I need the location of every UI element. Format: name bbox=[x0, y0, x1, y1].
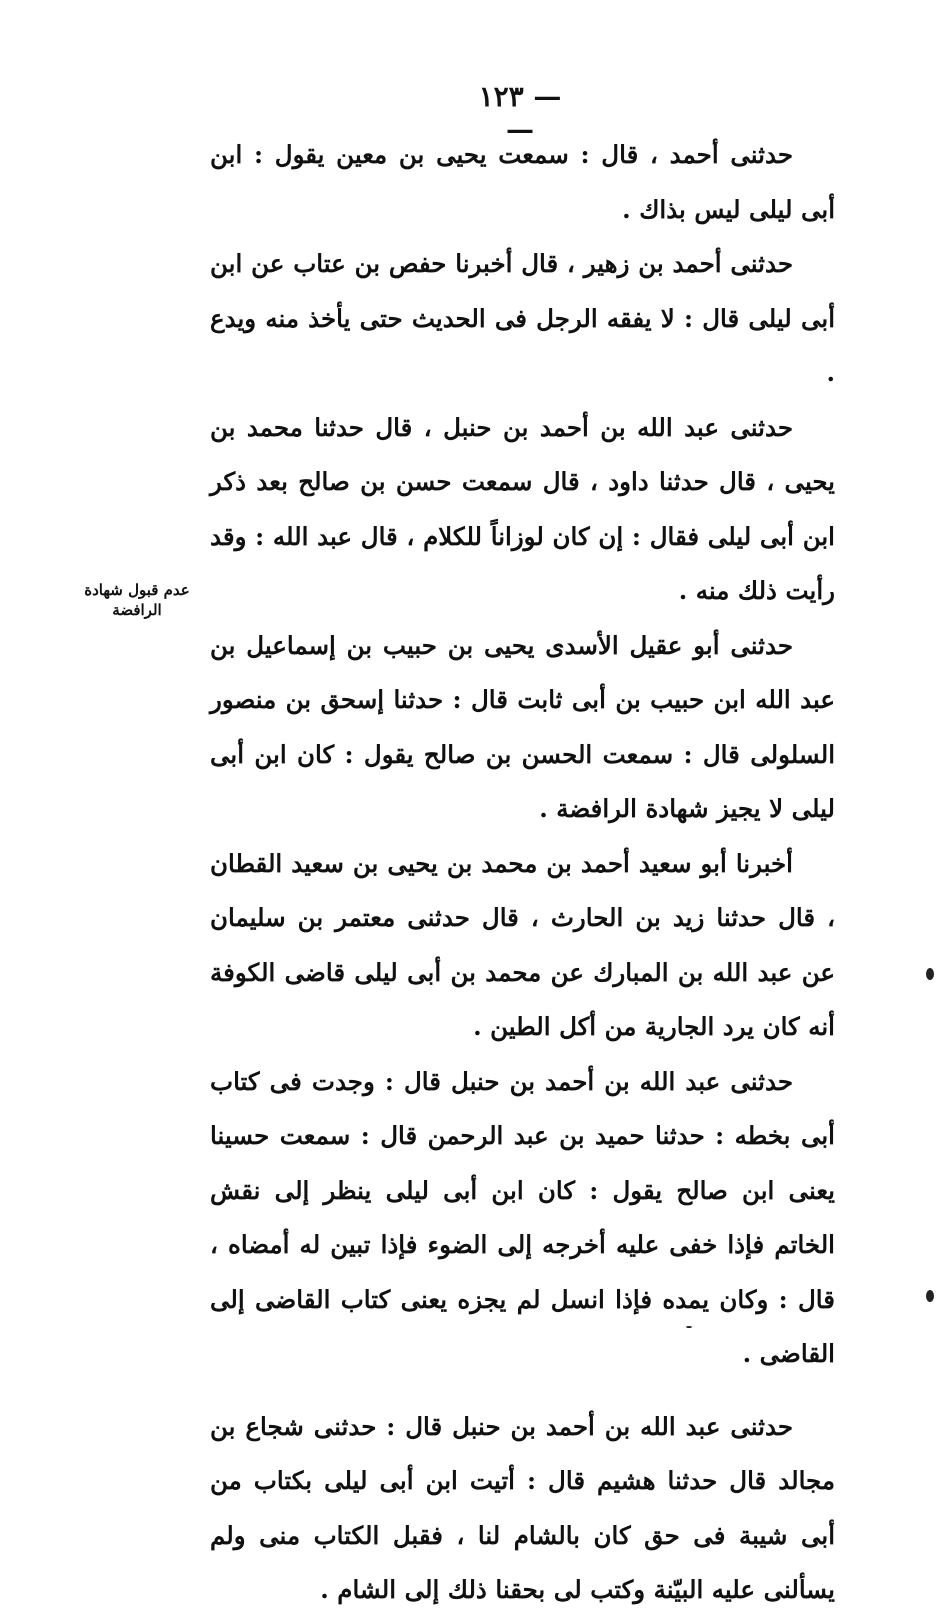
scan-speck bbox=[926, 1290, 934, 1302]
paragraph-6: حدثنى عبد الله بن أحمد بن حنبل قال : وجدت فى كتاب أبى بخطه : حدثنا حميد بن عبد الرحمن قال : سمعت حسينا يعنى ابن صالح يقول : كان ابن أبى ليلى ينظر إلى نقش الخاتم فإذا خفى عليه أخرجه إلى الضوء فإذا تبين له أمضاه ، قال : وكان يمده فإذا انسل لم يجزه يعنى كتاب القاضى إلى القاضى . bbox=[210, 1066, 835, 1368]
paragraph-5: أخبرنا أبو سعيد أحمد بن محمد بن يحيى بن سعيد القطان ، قال حدثنا زيد بن الحارث ، قال حدثنى معتمر بن سليمان عن عبد الله بن المبارك عن محمد بن أبى ليلى قاضى الكوفة أنه كان يرد الجارية من أكل الطين . bbox=[210, 848, 835, 1041]
page-number: — ١٢٣ — bbox=[478, 80, 562, 146]
paragraph-7: حدثنى عبد الله بن أحمد بن حنبل قال : حدثنى شجاع بن مجالد قال حدثنا هشيم قال : أتيت ابن أبى ليلى بكتاب من أبى شيبة فى حق كان بالشام لنا ، فقبل الكتاب منى ولم يسألنى عليه البيّنة وكتب لى بحقنا ذلك إلى الشام . bbox=[210, 1411, 835, 1604]
scan-speck bbox=[686, 1326, 692, 1328]
scan-speck bbox=[926, 968, 934, 980]
paragraph-2: حدثنى أحمد بن زهير ، قال أخبرنا حفص بن عتاب عن ابن أبى ليلى قال : لا يفقه الرجل فى الحديث حتى يأخذ منه ويدع . bbox=[210, 249, 835, 387]
margin-note: عدم قبول شهادة الرافضة bbox=[84, 581, 190, 619]
paragraph-1: حدثنى أحمد ، قال : سمعت يحيى بن معين يقول : ابن أبى ليلى ليس بذاك . bbox=[210, 140, 835, 224]
text-block bbox=[210, 128, 835, 1618]
paragraph-3: حدثنى عبد الله بن أحمد بن حنبل ، قال حدثنا محمد بن يحيى ، قال حدثنا داود ، قال سمعت حسن بن صالح بعد ذكر ابن أبى ليلى فقال : إن كان لوزاناً للكلام ، قال عبد الله : وقد رأيت ذلك منه . bbox=[210, 412, 835, 605]
paragraph-4: حدثنى أبو عقيل الأسدى يحيى بن حبيب بن إسماعيل بن عبد الله ابن حبيب بن أبى ثابت قال : حدثنا إسحق بن منصور السلولى قال : سمعت الحسن بن صالح يقول : كان ابن أبى ليلى لا يجيز شهادة الرافضة . bbox=[210, 630, 835, 823]
